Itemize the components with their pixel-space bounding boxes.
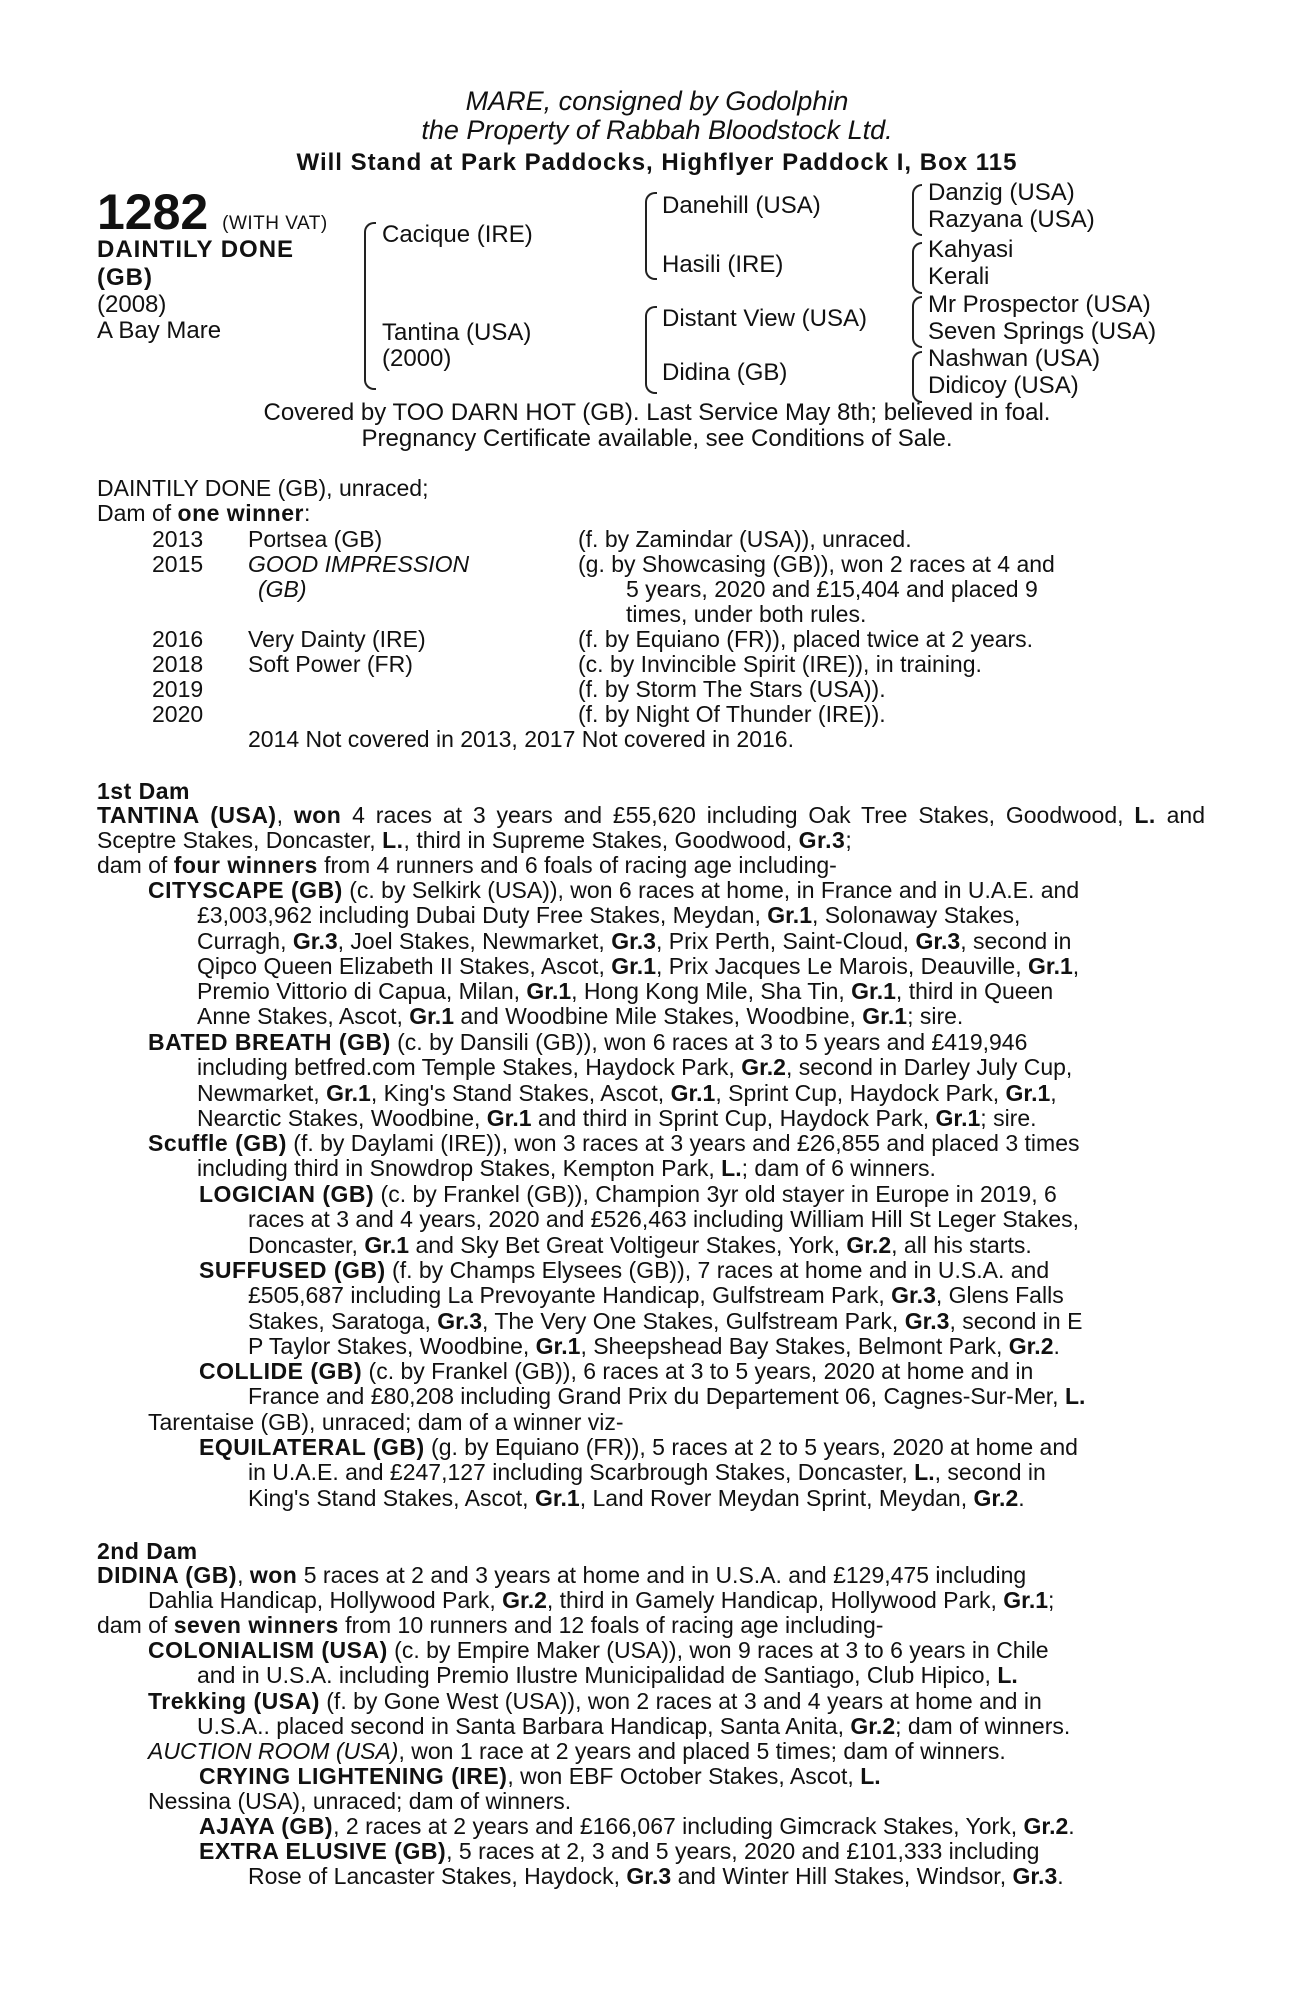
pedigree-dam-year: (2000) xyxy=(382,345,452,372)
dam-of-colon: : xyxy=(303,500,311,526)
suffused-name: SUFFUSED (GB) xyxy=(199,1257,386,1283)
produce-detail: (f. by Night Of Thunder (IRE)). xyxy=(578,701,886,727)
listed-grade: L. xyxy=(382,827,404,854)
tantina-text: , third in Supreme Stakes, Goodwood, xyxy=(403,827,799,854)
crying-lightening-name: CRYING LIGHTENING (IRE) xyxy=(199,1763,508,1789)
equilateral-entry: EQUILATERAL (GB) (g. by Equiano (FR)), 5 races at 2 to 5 years, 2020 at home and in U.A.E. and £247,127 including Scarbrough Stakes, Doncaster, L., second in King's Stand Stakes, Ascot, Gr.1, Land Rover Meydan Sprint, Meydan, Gr.2. xyxy=(199,1434,1078,1511)
dam-of-count: seven winners xyxy=(173,1612,339,1638)
extra-elusive-name: EXTRA ELUSIVE (GB) xyxy=(199,1838,447,1864)
header-property: the Property of Rabbah Bloodstock Ltd. xyxy=(421,115,893,145)
pedigree-dam-dam: Didina (GB) xyxy=(662,359,788,386)
group-grade: Gr.3 xyxy=(798,827,846,854)
produce-note: 2014 Not covered in 2013, 2017 Not covered in 2016. xyxy=(248,726,794,752)
pedigree-sds: Kahyasi xyxy=(928,236,1014,263)
tantina-won: won xyxy=(293,802,342,828)
dam-of-text: dam of xyxy=(97,1612,174,1638)
tantina-entry: TANTINA (USA), won 4 races at 3 years and £55,620 including Oak Tree Stakes, Goodwood, L. and Sceptre Stakes, Doncaster, L., third in Supreme Stakes, Goodwood, Gr.3; xyxy=(97,802,1206,854)
equilateral-name: EQUILATERAL (GB) xyxy=(199,1434,425,1460)
tarentaise-entry: Tarentaise (GB), unraced; dam of a winner viz- xyxy=(148,1409,624,1435)
produce-year: 2020 xyxy=(152,701,204,727)
produce-name: Very Dainty (IRE) xyxy=(248,626,426,652)
header-location: Will Stand at Park Paddocks, Highflyer Paddock I, Box 115 xyxy=(296,149,1018,176)
produce-name: GOOD IMPRESSION xyxy=(248,551,470,577)
listed-grade: L. xyxy=(1134,802,1156,828)
logician-name: LOGICIAN (GB) xyxy=(199,1181,375,1207)
produce-dam-of xyxy=(97,501,310,526)
horse-name-suffix: (GB) xyxy=(97,264,153,291)
bated-breath-name: BATED BREATH (GB) xyxy=(148,1029,391,1055)
colonialism-entry: COLONIALISM (USA) (c. by Empire Maker (USA)), won 9 races at 3 to 6 years in Chile and in U.S.A. including Premio Ilustre Municipalidad de Santiago, Club Hipico, L. xyxy=(148,1637,1049,1689)
horse-description: A Bay Mare xyxy=(97,317,222,344)
collide-name: COLLIDE (GB) xyxy=(199,1358,363,1384)
didina-entry: DIDINA (GB), won 5 races at 2 and 3 years at home and in U.S.A. and £129,475 including Dahlia Handicap, Hollywood Park, Gr.2, third in Gamely Handicap, Hollywood Park, Gr.1; xyxy=(97,1562,1055,1614)
produce-name: (GB) xyxy=(258,576,307,602)
suffused-entry: SUFFUSED (GB) (f. by Champs Elysees (GB)), 7 races at home and in U.S.A. and £505,687 including La Prevoyante Handicap, Gulfstream Park, Gr.3, Glens Falls Stakes, Saratoga, Gr.3, The Very One Stakes, Gulfstream Park, Gr.3, second in E P Taylor Stakes, Woodbine, Gr.1, Sheepshead Bay Stakes, Belmont Park, Gr.2. xyxy=(199,1257,1083,1359)
pedigree-ssd: Razyana (USA) xyxy=(928,206,1095,233)
pedigree-dam-sire: Distant View (USA) xyxy=(662,305,867,332)
logician-entry: LOGICIAN (GB) (c. by Frankel (GB)), Champion 3yr old stayer in Europe in 2019, 6 races at 3 and 4 years, 2020 and £526,463 including William Hill St Leger Stakes, Doncaster, Gr.1 and Sky Bet Great Voltigeur Stakes, York, Gr.2, all his starts. xyxy=(199,1181,1080,1258)
dam-of-text: from 4 runners and 6 foals of racing age including- xyxy=(317,852,837,878)
trekking-entry: Trekking (USA) (f. by Gone West (USA)), won 2 races at 3 and 4 years at home and in U.S.A.. placed second in Santa Barbara Handicap, Santa Anita, Gr.2; dam of winners. xyxy=(148,1688,1071,1740)
produce-year: 2018 xyxy=(152,651,204,677)
tantina-name: TANTINA (USA) xyxy=(97,802,277,828)
second-dam-heading: 2nd Dam xyxy=(97,1538,198,1564)
scuffle-entry: Scuffle (GB) (f. by Daylami (IRE)), won 3 races at 3 years and £26,855 and placed 3 times including third in Snowdrop Stakes, Kempton Park, L.; dam of 6 winners. xyxy=(148,1130,1080,1182)
produce-year: 2013 xyxy=(152,526,204,552)
crying-lightening-entry: CRYING LIGHTENING (IRE), won EBF October Stakes, Ascot, L. xyxy=(199,1763,881,1789)
first-dam-heading: 1st Dam xyxy=(97,778,190,804)
tantina-text: ; xyxy=(845,827,852,854)
bated-breath-entry: BATED BREATH (GB) (c. by Dansili (GB)), won 6 races at 3 to 5 years and £419,946 including betfred.com Temple Stakes, Haydock Park, Gr.2, second in Darley July Cup, Newmarket, Gr.1, King's Stand Stakes, Ascot, Gr.1, Sprint Cup, Haydock Park, Gr.1, Nearctic Stakes, Woodbine, Gr.1 and third in Sprint Cup, Haydock Park, Gr.1; sire. xyxy=(148,1029,1073,1131)
pedigree-dsd: Seven Springs (USA) xyxy=(928,318,1157,345)
pregnancy-note: Pregnancy Certificate available, see Conditions of Sale. xyxy=(361,425,953,452)
dam-of-count: four winners xyxy=(173,852,318,878)
lot-number-value: 1282 xyxy=(97,184,209,240)
pedigree-dss: Mr Prospector (USA) xyxy=(928,291,1151,318)
produce-name: Portsea (GB) xyxy=(248,526,383,552)
vat-label: (WITH VAT) xyxy=(222,213,328,234)
dam-of-count: one winner xyxy=(177,500,304,526)
ajaya-name: AJAYA (GB) xyxy=(199,1813,334,1839)
dam-of-text: dam of xyxy=(97,852,174,878)
colonialism-name: COLONIALISM (USA) xyxy=(148,1637,388,1663)
produce-detail: (c. by Invincible Spirit (IRE)), in training. xyxy=(578,651,982,677)
tantina-dam-of xyxy=(97,853,837,878)
pedigree-brace-ds xyxy=(912,296,922,348)
scuffle-name: Scuffle (GB) xyxy=(148,1130,287,1156)
dam-of-text: from 10 runners and 12 foals of racing age including- xyxy=(338,1612,884,1638)
dam-of-text: Dam of xyxy=(97,500,178,526)
produce-detail: (g. by Showcasing (GB)), won 2 races at 4 and xyxy=(578,551,1055,577)
collide-entry: COLLIDE (GB) (c. by Frankel (GB)), 6 races at 3 to 5 years, 2020 at home and in France and £80,208 including Grand Prix du Departement 06, Cagnes-Sur-Mer, L. xyxy=(199,1358,1086,1410)
ajaya-entry: AJAYA (GB), 2 races at 2 years and £166,067 including Gimcrack Stakes, York, Gr.2. xyxy=(199,1813,1075,1839)
pedigree-brace-sire xyxy=(645,192,657,280)
produce-detail: (f. by Zamindar (USA)), unraced. xyxy=(578,526,912,552)
pedigree-dds: Nashwan (USA) xyxy=(928,345,1101,372)
tantina-text: and Sceptre Stakes, Doncaster, xyxy=(97,802,1206,854)
nessina-entry: Nessina (USA), unraced; dam of winners. xyxy=(148,1788,572,1814)
horse-foaling-year: (2008) xyxy=(97,291,167,318)
produce-intro: DAINTILY DONE (GB), unraced; xyxy=(97,475,429,501)
produce-name: Soft Power (FR) xyxy=(248,651,413,677)
auction-room-entry xyxy=(148,1739,1006,1764)
header-consignor: MARE, consigned by Godolphin xyxy=(465,86,849,116)
cityscape-entry: CITYSCAPE (GB) (c. by Selkirk (USA)), won 6 races at home, in France and in U.A.E. and £3,003,962 including Dubai Duty Free Stakes, Meydan, Gr.1, Solonaway Stakes, Curragh, Gr.3, Joel Stakes, Newmarket, Gr.3, Prix Perth, Saint-Cloud, Gr.3, second in Qipco Queen Elizabeth II Stakes, Ascot, Gr.1, Prix Jacques Le Marois, Deauville, Gr.1, Premio Vittorio di Capua, Milan, Gr.1, Hong Kong Mile, Sha Tin, Gr.1, third in Queen Anne Stakes, Ascot, Gr.1 and Woodbine Mile Stakes, Woodbine, Gr.1; sire. xyxy=(148,877,1080,1030)
produce-detail: 5 years, 2020 and £15,404 and placed 9 xyxy=(626,576,1038,602)
tantina-text: 4 races at 3 years and £55,620 including Oak Tree Stakes, Goodwood, xyxy=(341,802,1124,828)
didina-name: DIDINA (GB) xyxy=(97,1562,238,1588)
pedigree-dam: Tantina (USA) xyxy=(382,319,532,346)
pedigree-brace-ss xyxy=(912,184,922,236)
produce-year: 2016 xyxy=(152,626,204,652)
pedigree-sire: Cacique (IRE) xyxy=(382,221,533,248)
horse-name: DAINTILY DONE xyxy=(97,236,295,263)
produce-detail: times, under both rules. xyxy=(626,601,867,627)
auction-room-text: , won 1 race at 2 years and placed 5 times; dam of winners. xyxy=(398,1738,1006,1764)
trekking-name: Trekking (USA) xyxy=(148,1688,320,1714)
pedigree-brace-main xyxy=(364,222,376,390)
pedigree-brace-sd xyxy=(912,242,922,294)
pedigree-sire-sire: Danehill (USA) xyxy=(662,192,821,219)
extra-elusive-entry: EXTRA ELUSIVE (GB), 5 races at 2, 3 and 5 years, 2020 and £101,333 including Rose of Lancaster Stakes, Haydock, Gr.3 and Winter Hill Stakes, Windsor, Gr.3. xyxy=(199,1838,1064,1890)
produce-detail: (f. by Storm The Stars (USA)). xyxy=(578,676,886,702)
pedigree-brace-dam xyxy=(645,306,657,394)
produce-year: 2019 xyxy=(152,676,204,702)
pedigree-sire-dam: Hasili (IRE) xyxy=(662,251,784,278)
auction-room-name: AUCTION ROOM (USA) xyxy=(148,1738,399,1764)
produce-year: 2015 xyxy=(152,551,204,577)
didina-dam-of xyxy=(97,1613,883,1638)
didina-won: won xyxy=(249,1562,298,1588)
pedigree-ddd: Didicoy (USA) xyxy=(928,372,1079,399)
cover-note: Covered by TOO DARN HOT (GB). Last Service May 8th; believed in foal. xyxy=(263,399,1051,426)
produce-detail: (f. by Equiano (FR)), placed twice at 2 years. xyxy=(578,626,1034,652)
pedigree-sdd: Kerali xyxy=(928,263,990,290)
pedigree-brace-dd xyxy=(912,351,922,403)
pedigree-sss: Danzig (USA) xyxy=(928,179,1075,206)
cityscape-name: CITYSCAPE (GB) xyxy=(148,877,343,903)
